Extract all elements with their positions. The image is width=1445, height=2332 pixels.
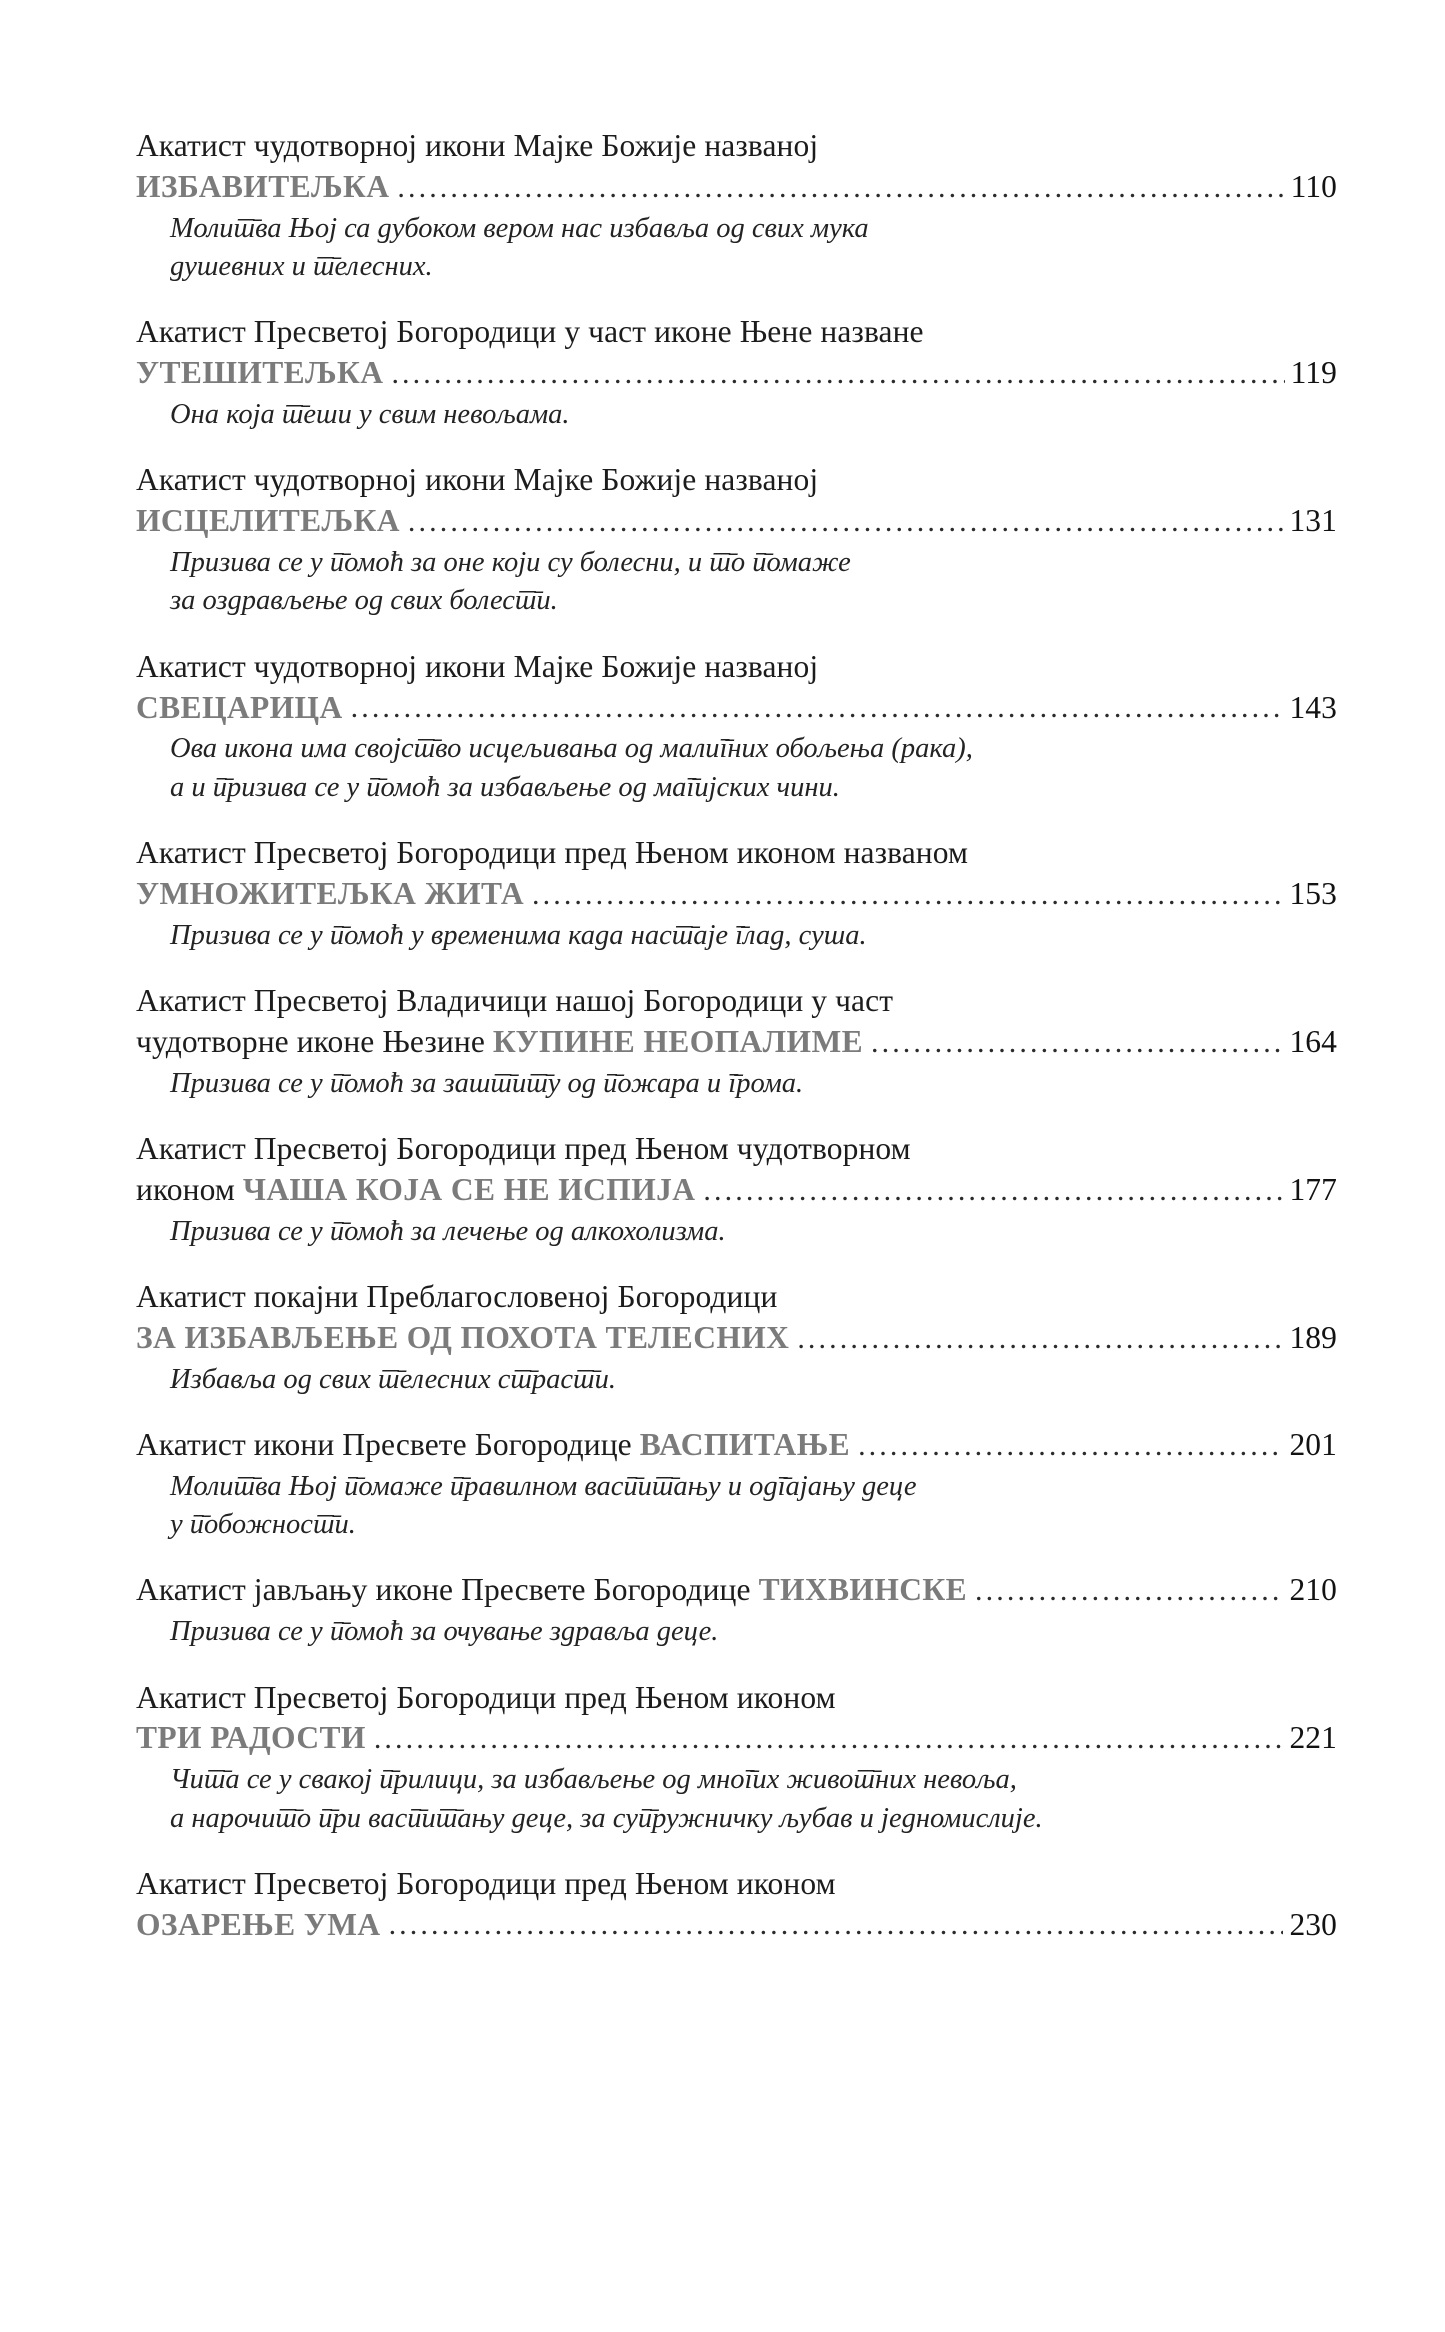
toc-entry-title-runs	[136, 353, 383, 394]
toc-description-line: Призива се у п̄омоћ за лечење од алкохолизма.	[170, 1215, 726, 1247]
dot-leader	[532, 883, 1283, 915]
toc-entry-title-runs	[136, 1318, 789, 1359]
toc-description-line: у п̄обожност̄и.	[170, 1509, 356, 1541]
toc-icon-name: ИЗБАВИТЕЉКА	[136, 168, 390, 204]
toc-entry-leader-line	[136, 1570, 1337, 1611]
toc-text-run: Акатист Пресветој Богородици пред Њеном иконом названом	[136, 834, 969, 870]
toc-description-line: Призива се у п̄омоћ у временима када наст̄аје г̄лад, суша.	[170, 919, 867, 951]
toc-page-number: 221	[1289, 1720, 1337, 1756]
toc-description-line: Избавља од свих т̄елесних ст̄раст̄и.	[170, 1363, 616, 1395]
toc-entry-description	[136, 917, 1337, 955]
dot-leader	[975, 1580, 1283, 1612]
toc-entry-leader-line	[136, 688, 1337, 729]
toc-description-line: Призива се у п̄омоћ за оне који су болесни, и т̄о п̄омаже	[170, 547, 851, 579]
toc-icon-name: ЧАША КОЈА СЕ НЕ ИСПИЈА	[242, 1171, 696, 1207]
toc-icon-name: УТЕШИТЕЉКА	[136, 355, 384, 391]
toc-entry-description	[136, 210, 1337, 286]
toc-description-line: Призива се у п̄омоћ за очување здравља деце.	[170, 1616, 719, 1648]
toc-entry-heading	[136, 460, 1337, 542]
dot-leader	[408, 511, 1284, 543]
toc-entry-leader-line	[136, 1718, 1337, 1759]
toc-page-number: 177	[1289, 1171, 1337, 1207]
toc-entry[interactable]	[136, 126, 1337, 286]
toc-description-line: Она која т̄еши у свим невољама.	[170, 399, 570, 431]
toc-text-run: Акатист чудотворној икони Мајке Божије названој	[136, 462, 819, 498]
toc-entry[interactable]	[136, 1425, 1337, 1544]
toc-entry-line	[136, 1864, 1337, 1905]
toc-description-line: Призива се у п̄омоћ за зашт̄ит̄у од п̄ожара и г̄рома.	[170, 1067, 804, 1099]
toc-entry-description	[136, 1361, 1337, 1399]
table-of-contents	[136, 126, 1337, 1946]
toc-entry-leader-line	[136, 1022, 1337, 1063]
toc-entry-heading	[136, 1864, 1337, 1946]
toc-entry[interactable]	[136, 1678, 1337, 1838]
toc-entry-line	[136, 126, 1337, 167]
toc-icon-name: ИСЦЕЛИТЕЉКА	[136, 503, 400, 539]
toc-entry-leader-line	[136, 1425, 1337, 1466]
toc-entry-line	[136, 647, 1337, 688]
toc-page-number: 189	[1289, 1319, 1337, 1355]
toc-entry-heading	[136, 981, 1337, 1063]
toc-description-line: а нарочит̄о п̄ри васп̄ит̄ању деце, за суп̄ружничку љубав и једномислије.	[170, 1802, 1043, 1834]
toc-entry-heading	[136, 1678, 1337, 1760]
toc-entry-description	[136, 396, 1337, 434]
toc-entry-heading	[136, 647, 1337, 729]
toc-entry-heading	[136, 126, 1337, 208]
toc-page-number: 201	[1289, 1427, 1337, 1463]
toc-icon-name: УМНОЖИТЕЉКА ЖИТА	[136, 875, 525, 911]
dot-leader	[391, 363, 1284, 395]
toc-page-number: 153	[1289, 875, 1337, 911]
dot-leader	[858, 1435, 1283, 1467]
toc-page-number: 230	[1289, 1906, 1337, 1942]
toc-text-run: чудотворне иконе Њезине	[136, 1023, 493, 1059]
toc-entry-line	[136, 833, 1337, 874]
toc-icon-name: ОЗАРЕЊЕ УМА	[136, 1906, 381, 1942]
toc-entry-title-runs	[136, 1570, 967, 1611]
toc-text-run: Акатист Пресветој Богородици у част иконе Њене назване	[136, 314, 924, 350]
toc-entry-line	[136, 312, 1337, 353]
toc-entry-leader-line	[136, 501, 1337, 542]
toc-text-run: Акатист покајни Преблагословеној Богородици	[136, 1279, 778, 1314]
toc-entry[interactable]	[136, 1570, 1337, 1651]
toc-entry[interactable]	[136, 1864, 1337, 1946]
toc-entry-heading	[136, 1425, 1337, 1466]
toc-entry-description	[136, 1761, 1337, 1837]
toc-text-run: Акатист Пресветој Богородици пред Њеном иконом	[136, 1679, 836, 1715]
toc-description-line: Молит̄ва Њој са дубоком вером нас избавља од свих мука	[170, 212, 869, 244]
toc-entry[interactable]	[136, 312, 1337, 434]
dot-leader	[871, 1031, 1283, 1063]
toc-entry[interactable]	[136, 460, 1337, 620]
dot-leader	[797, 1327, 1283, 1359]
toc-entry-title-runs	[136, 874, 524, 915]
toc-description-line: душевних и т̄елесних.	[170, 251, 433, 283]
toc-entry-description	[136, 1213, 1337, 1251]
toc-icon-name: КУПИНЕ НЕОПАЛИМЕ	[492, 1023, 863, 1059]
toc-entry[interactable]	[136, 647, 1337, 807]
toc-page-number: 110	[1290, 168, 1337, 204]
dot-leader	[374, 1728, 1284, 1760]
toc-description-line: за оздрављење од свих болест̄и.	[170, 585, 558, 617]
toc-text-run: Акатист Пресветој Владичици нашој Богородици у част	[136, 982, 894, 1018]
toc-description-line: Чит̄а се у свакој п̄рилици, за избављење од мног̄их живот̄них невоља,	[170, 1764, 1017, 1796]
toc-description-line: Молит̄ва Њој п̄омаже п̄равилном васп̄ит̄ању и одг̄ајању деце	[170, 1471, 917, 1502]
toc-page-number: 131	[1289, 503, 1337, 539]
toc-entry-leader-line	[136, 1318, 1337, 1359]
toc-text-run: Акатист Пресветој Богородици пред Њеном чудотворном	[136, 1130, 911, 1166]
toc-entry-description	[136, 1468, 1337, 1544]
toc-entry[interactable]	[136, 1129, 1337, 1251]
toc-entry-title-runs	[136, 1718, 366, 1759]
toc-entry-description	[136, 544, 1337, 620]
toc-entry-line	[136, 1678, 1337, 1719]
dot-leader	[351, 697, 1284, 729]
toc-entry-leader-line	[136, 1905, 1337, 1946]
toc-entry-title-runs	[136, 1905, 381, 1946]
toc-entry-heading	[136, 312, 1337, 394]
toc-icon-name: ТРИ РАДОСТИ	[136, 1720, 366, 1756]
toc-icon-name: ТИХВИНСКЕ	[758, 1572, 968, 1608]
toc-entry-line	[136, 1277, 1337, 1318]
toc-entry-leader-line	[136, 353, 1337, 394]
toc-entry-line	[136, 1129, 1337, 1170]
dot-leader	[703, 1179, 1283, 1211]
toc-entry-title-runs	[136, 1425, 850, 1466]
toc-entry-line	[136, 981, 1337, 1022]
toc-entry[interactable]	[136, 833, 1337, 955]
toc-entry-description	[136, 1613, 1337, 1651]
toc-page-number: 119	[1290, 355, 1337, 391]
toc-entry-heading	[136, 833, 1337, 915]
toc-entry-title-runs	[136, 167, 389, 208]
toc-entry-title-runs	[136, 501, 400, 542]
toc-text-run: Акатист икони Пресвете Богородице	[136, 1427, 640, 1463]
toc-entry-leader-line	[136, 1170, 1337, 1211]
toc-page-number: 143	[1289, 689, 1337, 725]
toc-text-run: Акатист јављању иконе Пресвете Богородице	[136, 1572, 759, 1608]
toc-description-line: а и п̄ризива се у п̄омоћ за избављење од маг̄ијских чини.	[170, 771, 840, 803]
toc-entry-title-runs	[136, 1022, 863, 1063]
toc-icon-name: ВАСПИТАЊЕ	[639, 1427, 851, 1463]
toc-page-number: 164	[1289, 1023, 1337, 1059]
toc-entry-leader-line	[136, 874, 1337, 915]
toc-entry-title-runs	[136, 1170, 695, 1211]
toc-entry-heading	[136, 1277, 1337, 1359]
toc-entry-heading	[136, 1129, 1337, 1211]
toc-entry-line	[136, 460, 1337, 501]
toc-text-run: иконом	[136, 1171, 243, 1207]
dot-leader	[397, 176, 1284, 208]
toc-text-run: Акатист чудотворној икони Мајке Божије названој	[136, 648, 819, 684]
toc-entry[interactable]	[136, 1277, 1337, 1399]
toc-entry-description	[136, 730, 1337, 806]
toc-entry[interactable]	[136, 981, 1337, 1103]
toc-entry-description	[136, 1065, 1337, 1103]
toc-icon-name: СВЕЦАРИЦА	[136, 689, 343, 725]
toc-text-run: Акатист чудотворној икони Мајке Божије названој	[136, 128, 819, 163]
toc-icon-name: ЗА ИЗБАВЉЕЊЕ ОД ПОХОТА ТЕЛЕСНИХ	[136, 1319, 790, 1355]
toc-entry-leader-line	[136, 167, 1337, 208]
toc-entry-heading	[136, 1570, 1337, 1611]
toc-entry-title-runs	[136, 688, 343, 729]
toc-page-number: 210	[1289, 1572, 1337, 1608]
toc-text-run: Акатист Пресветој Богородици пред Њеном иконом	[136, 1865, 836, 1901]
dot-leader	[389, 1914, 1284, 1946]
toc-description-line: Ова икона има својст̄во исцељивања од малиг̄них обољења (рака),	[170, 733, 973, 765]
